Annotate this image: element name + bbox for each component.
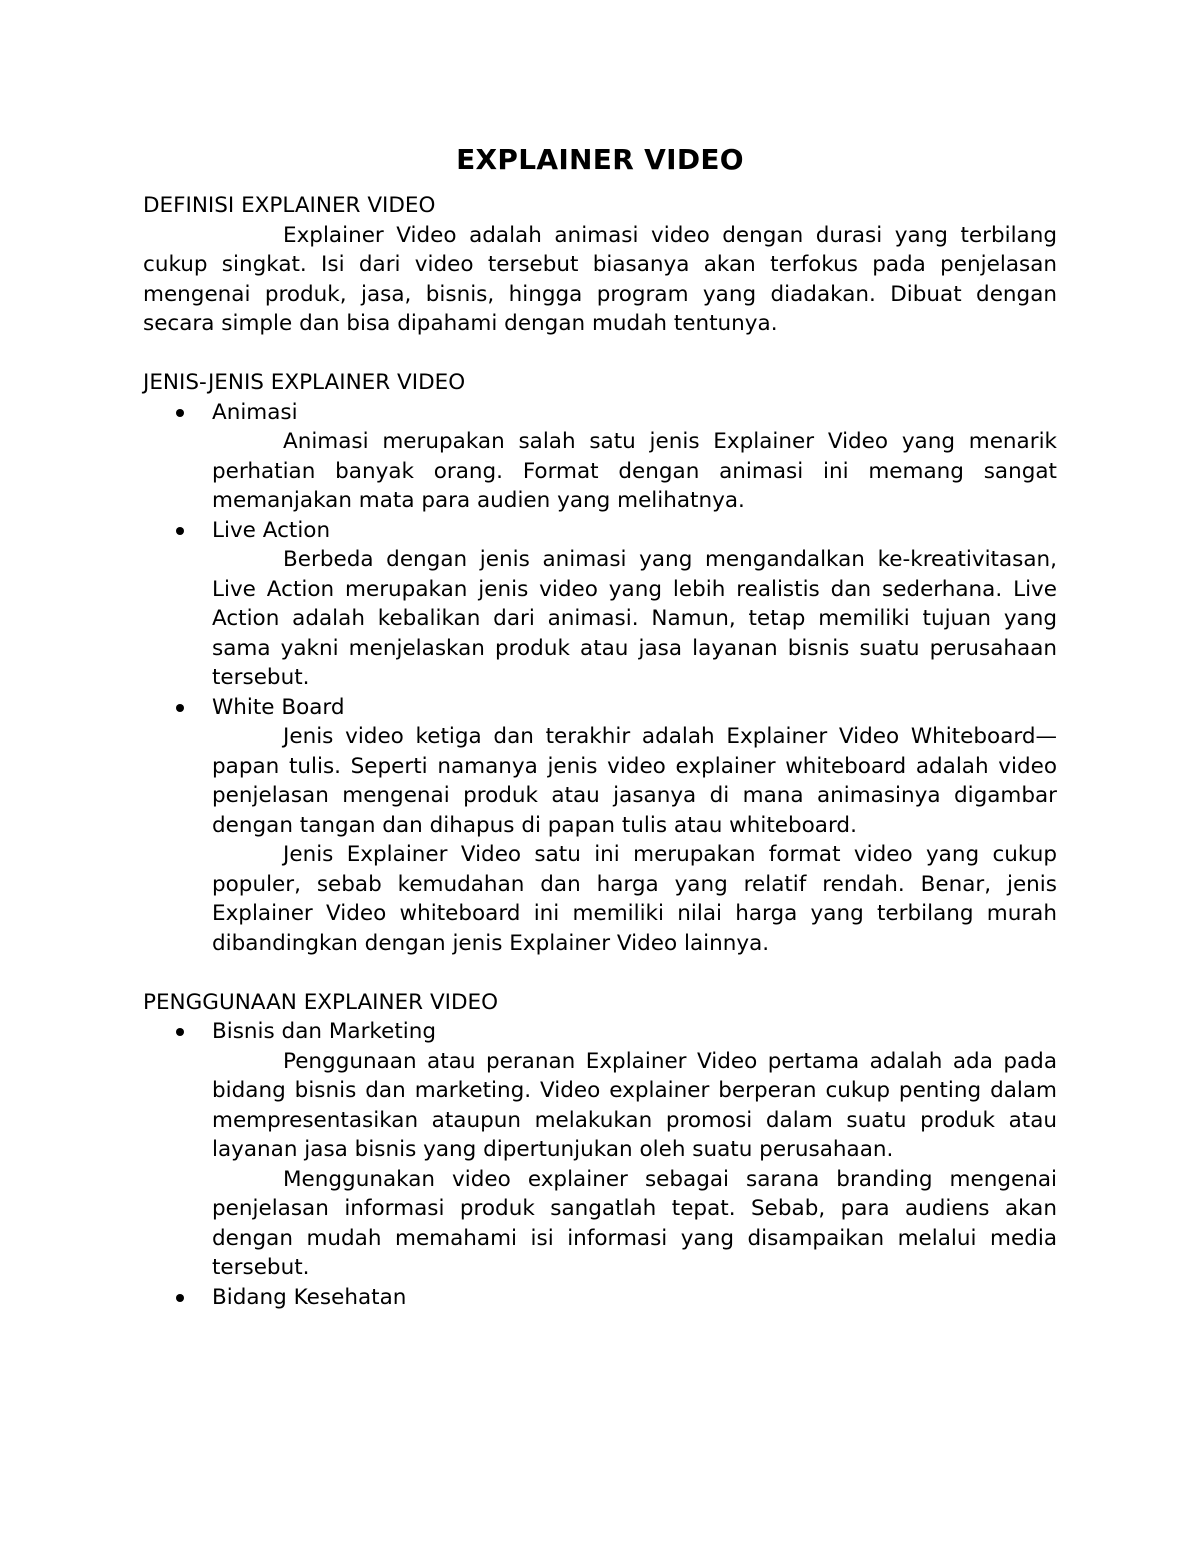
item-title-white-board: White Board [212,694,345,720]
list-item-bidang-kesehatan [143,1283,1057,1313]
item-title-animasi: Animasi [212,399,298,425]
section-heading-jenis: JENIS-JENIS EXPLAINER VIDEO [143,370,466,395]
item-paragraph: Jenis video ketiga dan terakhir adalah Explainer Video Whiteboard—papan tulis. Seperti namanya jenis video explainer whiteboard adalah video penjelasan mengenai produk atau jasanya di mana animasinya digambar dengan tangan dan dihapus di papan tulis atau whiteboard. [212,724,1057,838]
spacer [143,958,1057,988]
bullet-icon [176,1294,184,1302]
item-paragraph: Animasi merupakan salah satu jenis Explainer Video yang menarik perhatian banyak orang. Format dengan animasi ini memang sangat memanjakan mata para audien yang melihatnya. [212,429,1057,513]
jenis-list [143,398,1057,959]
definisi-paragraph: Explainer Video adalah animasi video dengan durasi yang terbilang cukup singkat. Isi dari video tersebut biasanya akan terfokus pada penjelasan mengenai produk, jasa, bisnis, hingga program yang diadakan. Dibuat dengan secara simple dan bisa dipahami dengan mudah tentunya. [143,222,1057,336]
item-paragraph: Berbeda dengan jenis animasi yang mengandalkan ke-kreativitasan, Live Action merupakan jenis video yang lebih realistis dan sederhana. Live Action adalah kebalikan dari animasi. Namun, tetap memiliki tujuan yang sama yakni menjelaskan produk atau jasa layanan bisnis suatu perusahaan tersebut. [212,547,1057,690]
spacer [143,339,1057,369]
item-title-bisnis-marketing: Bisnis dan Marketing [212,1019,436,1044]
section-penggunaan [143,988,1057,1313]
item-title-bidang-kesehatan: Bidang Kesehatan [212,1284,407,1310]
item-paragraph: Penggunaan atau peranan Explainer Video pertama adalah ada pada bidang bisnis dan marketing. Video explainer berperan cukup penting dalam mempresentasikan ataupun melakukan promosi dalam suatu produk atau layanan jasa bisnis yang dipertunjukan oleh suatu perusahaan. [212,1048,1057,1162]
document-page [143,140,1057,1312]
section-heading-definisi: DEFINISI EXPLAINER VIDEO [143,193,436,218]
item-title-live-action: Live Action [212,517,331,543]
list-item-white-board [143,693,1057,959]
penggunaan-list [143,1017,1057,1312]
section-definisi [143,191,1057,339]
section-heading-penggunaan: PENGGUNAAN EXPLAINER VIDEO [143,989,499,1015]
bullet-icon [176,527,184,535]
item-paragraph: Menggunakan video explainer sebagai sarana branding mengenai penjelasan informasi produk sangatlah tepat. Sebab, para audiens akan dengan mudah memahami isi informasi yang disampaikan melalui media tersebut. [212,1166,1057,1280]
item-paragraph: Jenis Explainer Video satu ini merupakan format video yang cukup populer, sebab kemudahan dan harga yang relatif rendah. Benar, jenis Explainer Video whiteboard ini memiliki nilai harga yang terbilang murah dibandingkan dengan jenis Explainer Video lainnya. [212,842,1057,956]
section-jenis [143,368,1057,958]
document-title: EXPLAINER VIDEO [456,143,744,176]
bullet-icon [176,409,184,417]
bullet-icon [176,704,184,712]
bullet-icon [176,1028,184,1036]
list-item-animasi [143,398,1057,516]
list-item-bisnis-marketing [143,1017,1057,1283]
list-item-live-action [143,516,1057,693]
